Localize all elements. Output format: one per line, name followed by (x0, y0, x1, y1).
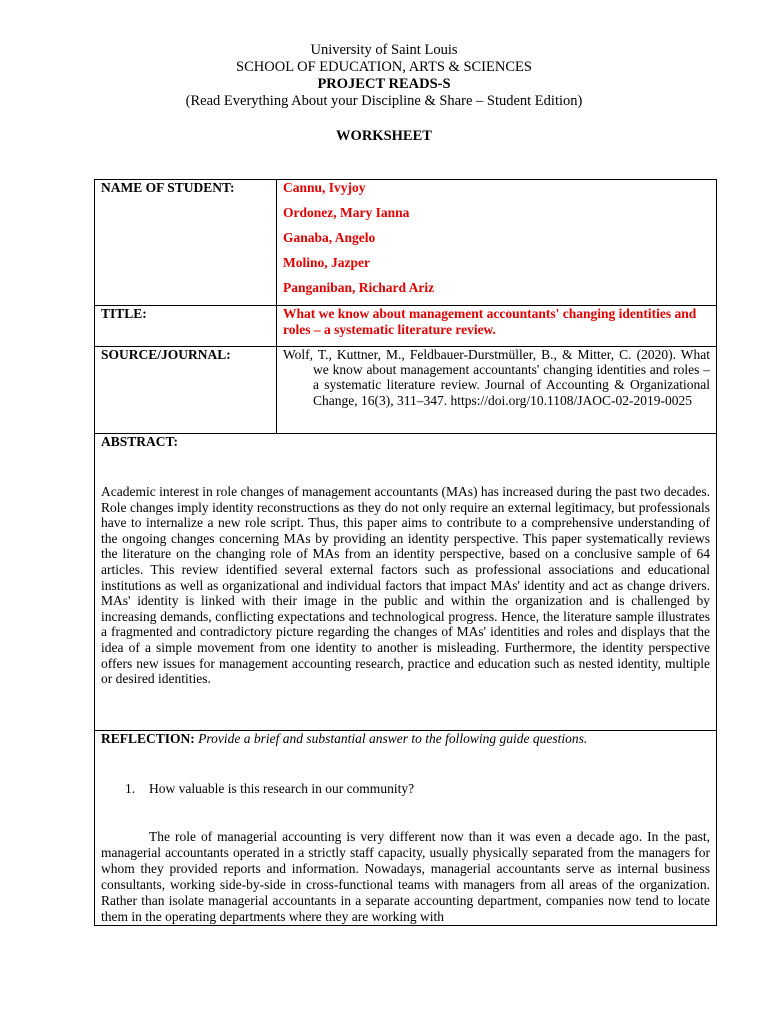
question-1-text: How valuable is this research in our community? (149, 781, 415, 796)
student-name: Panganiban, Richard Ariz (283, 280, 435, 295)
worksheet-table (94, 179, 717, 926)
name-label: NAME OF STUDENT: (95, 180, 277, 306)
document-header (0, 42, 768, 110)
source-value: Wolf, T., Kuttner, M., Feldbauer-Durstmüller, B., & Mitter, C. (2020). What we know about management accountants' changing identities and roles – a systematic literature review. Journal of Accounting & Organizational Change, 16(3), 311–347. https://doi.org/10.1108/JAOC-02-2019-0025 (283, 347, 710, 408)
title-label: TITLE: (95, 306, 277, 347)
title-value: What we know about management accountants' changing identities and roles – a systematic literature review. (277, 306, 717, 347)
reflection-label: REFLECTION: (101, 731, 195, 746)
worksheet-title: WORKSHEET (336, 128, 432, 144)
question-1-number: 1. (125, 781, 136, 796)
project-name: PROJECT READS-S (317, 76, 451, 92)
reflection-instruction: Provide a brief and substantial answer to the following guide questions. (198, 731, 588, 746)
student-name: Ordonez, Mary Ianna (283, 205, 410, 220)
student-name: Cannu, Ivyjoy (283, 180, 366, 195)
question-1 (101, 781, 710, 797)
abstract-text: Academic interest in role changes of management accountants (MAs) has increased during the past two decades. Role changes imply identity reconstructions as they do not only require an external legitimacy, but professionals have to internalize a new role script. Thus, this paper aims to contribute to a comprehensive understanding of the ongoing changes concerning MAs by providing an identity perspective. This paper systematically reviews the literature on the changing role of MAs from an identity perspective, based on a conclusive sample of 64 articles. This review identified several external factors such as professional associations and educational institutions as well as organizational and individual factors that impact MAs' identity and act as change drivers. MAs' identity is linked with their image in the public and within the organization and is challenged by increasing demands, conflicting expectations and technological progress. Hence, the literature sample illustrates a fragmented and contradictory picture regarding the changes of MAs' identities and roles and displays that the idea of a simple movement from one identity to another is misleading. Furthermore, the identity perspective offers new issues for management accounting research, practice and education such as nested identity, multiple or desired identities. (101, 484, 710, 687)
answer-1: The role of managerial accounting is very different now than it was even a decade ago. In the past, managerial accountants operated in a strictly staff capacity, usually physically separated from the managers for whom they provided reports and information. Nowadays, managerial accountants serve as internal business consultants, working side-by-side in cross-functional teams with managers from all areas of the organization. Rather than isolate managerial accountants in a separate accounting department, companies now tend to locate them in the operating departments where they are working with (101, 829, 710, 924)
student-names (277, 180, 717, 306)
reflection-cell (95, 731, 717, 926)
source-row (95, 347, 717, 434)
reflection-heading (101, 731, 710, 747)
university-name: University of Saint Louis (310, 42, 458, 58)
project-expansion: (Read Everything About your Discipline & Share – Student Edition) (185, 93, 583, 109)
abstract-row (95, 434, 717, 731)
reflection-row (95, 731, 717, 926)
source-cell (277, 347, 717, 434)
student-name: Ganaba, Angelo (283, 230, 376, 245)
abstract-label: ABSTRACT: (101, 434, 179, 449)
student-name: Molino, Jazper (283, 255, 370, 270)
abstract-cell (95, 434, 717, 731)
title-row (95, 306, 717, 347)
source-label: SOURCE/JOURNAL: (95, 347, 277, 434)
name-row (95, 180, 717, 306)
school-name: SCHOOL OF EDUCATION, ARTS & SCIENCES (236, 59, 532, 75)
